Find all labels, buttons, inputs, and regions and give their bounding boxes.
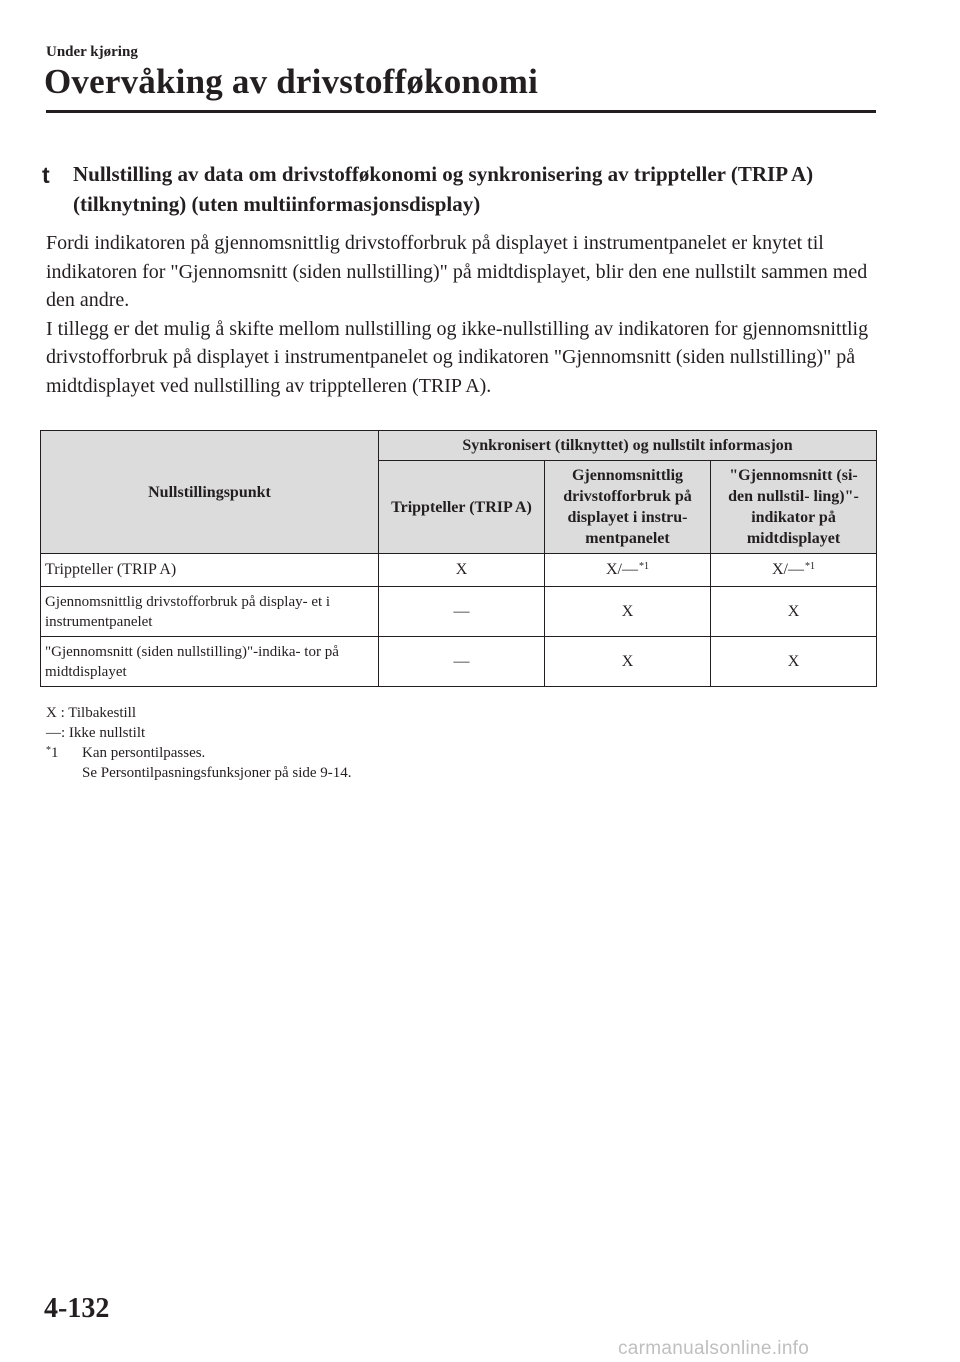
sync-table	[40, 430, 877, 687]
row-item: Trippteller (TRIP A)	[41, 554, 379, 587]
cell-avg-consumption: X/—$^{*1}$	[545, 554, 711, 587]
cell-trip-a: —	[379, 637, 545, 687]
reset-item-header: Nullstillingspunkt	[41, 431, 379, 554]
table-row	[41, 587, 877, 637]
group-header: Synkronisert (tilknyttet) og nullstilt informasjon	[379, 431, 877, 461]
row-item: "Gjennomsnitt (siden nullstilling)"-indika- tor på midtdisplayet	[41, 637, 379, 687]
page-title: Overvåking av drivstofføkonomi	[44, 62, 539, 101]
table-row	[41, 554, 877, 587]
footnote-mark: *	[46, 745, 51, 756]
column-header-trip-a: Trippteller (TRIP A)	[379, 461, 545, 554]
footnote-number: 1	[51, 745, 59, 761]
cell-trip-a: X	[379, 554, 545, 587]
footnote-ref: *1	[639, 561, 649, 572]
footnote-ref: *1	[805, 561, 815, 572]
legend-x: X : Tilbakestill	[46, 705, 137, 721]
title-divider	[46, 110, 876, 113]
table-header-row	[41, 431, 877, 461]
paragraph-2: I tillegg er det mulig å skifte mellom nullstilling og ikke-nullstilling av indikatoren for gjennomsnittlig drivstofforbruk på displayet i instrumentpanelet og indikatoren "Gjennomsnitt (siden nullstilling)" på midtdisplayet ved nullstilling av tripptelleren (TRIP A).	[46, 317, 869, 397]
watermark: carmanualsonline.info	[618, 1338, 810, 1359]
paragraph-1: Fordi indikatoren på gjennomsnittlig drivstofforbruk på displayet i instrumentpanelet er knytet til indikatoren for "Gjennomsnitt (siden nullstilling)" på midtdisplayet, blir den ene nullstilt sammen med den andre.	[46, 232, 868, 311]
legend-dash: —: Ikke nullstilt	[46, 725, 146, 741]
cell-avg-since-reset: X	[711, 587, 877, 637]
cell-avg-since-reset: X	[711, 637, 877, 687]
cell-avg-since-reset: X/—$^{*1}$	[711, 554, 877, 587]
subheading: Nullstilling av data om drivstofføkonomi og synkronisering av trippteller (TRIP A) (tilknytning) (uten multiinformasjonsdisplay)	[73, 162, 814, 216]
column-header-avg-since-reset: "Gjennomsnitt (si- den nullstil- ling)"-indikator på midtdisplayet	[711, 461, 877, 554]
section-label: Under kjøring	[46, 44, 138, 60]
table-notes	[46, 703, 352, 783]
page-number: 4-132	[44, 1293, 110, 1324]
cell-trip-a: —	[379, 587, 545, 637]
footnote	[46, 743, 352, 783]
heading-bullet-icon: t	[42, 162, 50, 188]
cell-avg-consumption: X	[545, 587, 711, 637]
body-text	[46, 229, 876, 400]
row-item: Gjennomsnittlig drivstofforbruk på display- et i instrumentpanelet	[41, 587, 379, 637]
cell-avg-consumption: X	[545, 637, 711, 687]
table-row	[41, 637, 877, 687]
column-header-avg-consumption: Gjennomsnittlig drivstofforbruk på displayet i instru- mentpanelet	[545, 461, 711, 554]
footnote-reference: Se Persontilpasningsfunksjoner på side 9-14.	[82, 765, 352, 781]
footnote-text: Kan persontilpasses.	[82, 745, 206, 761]
